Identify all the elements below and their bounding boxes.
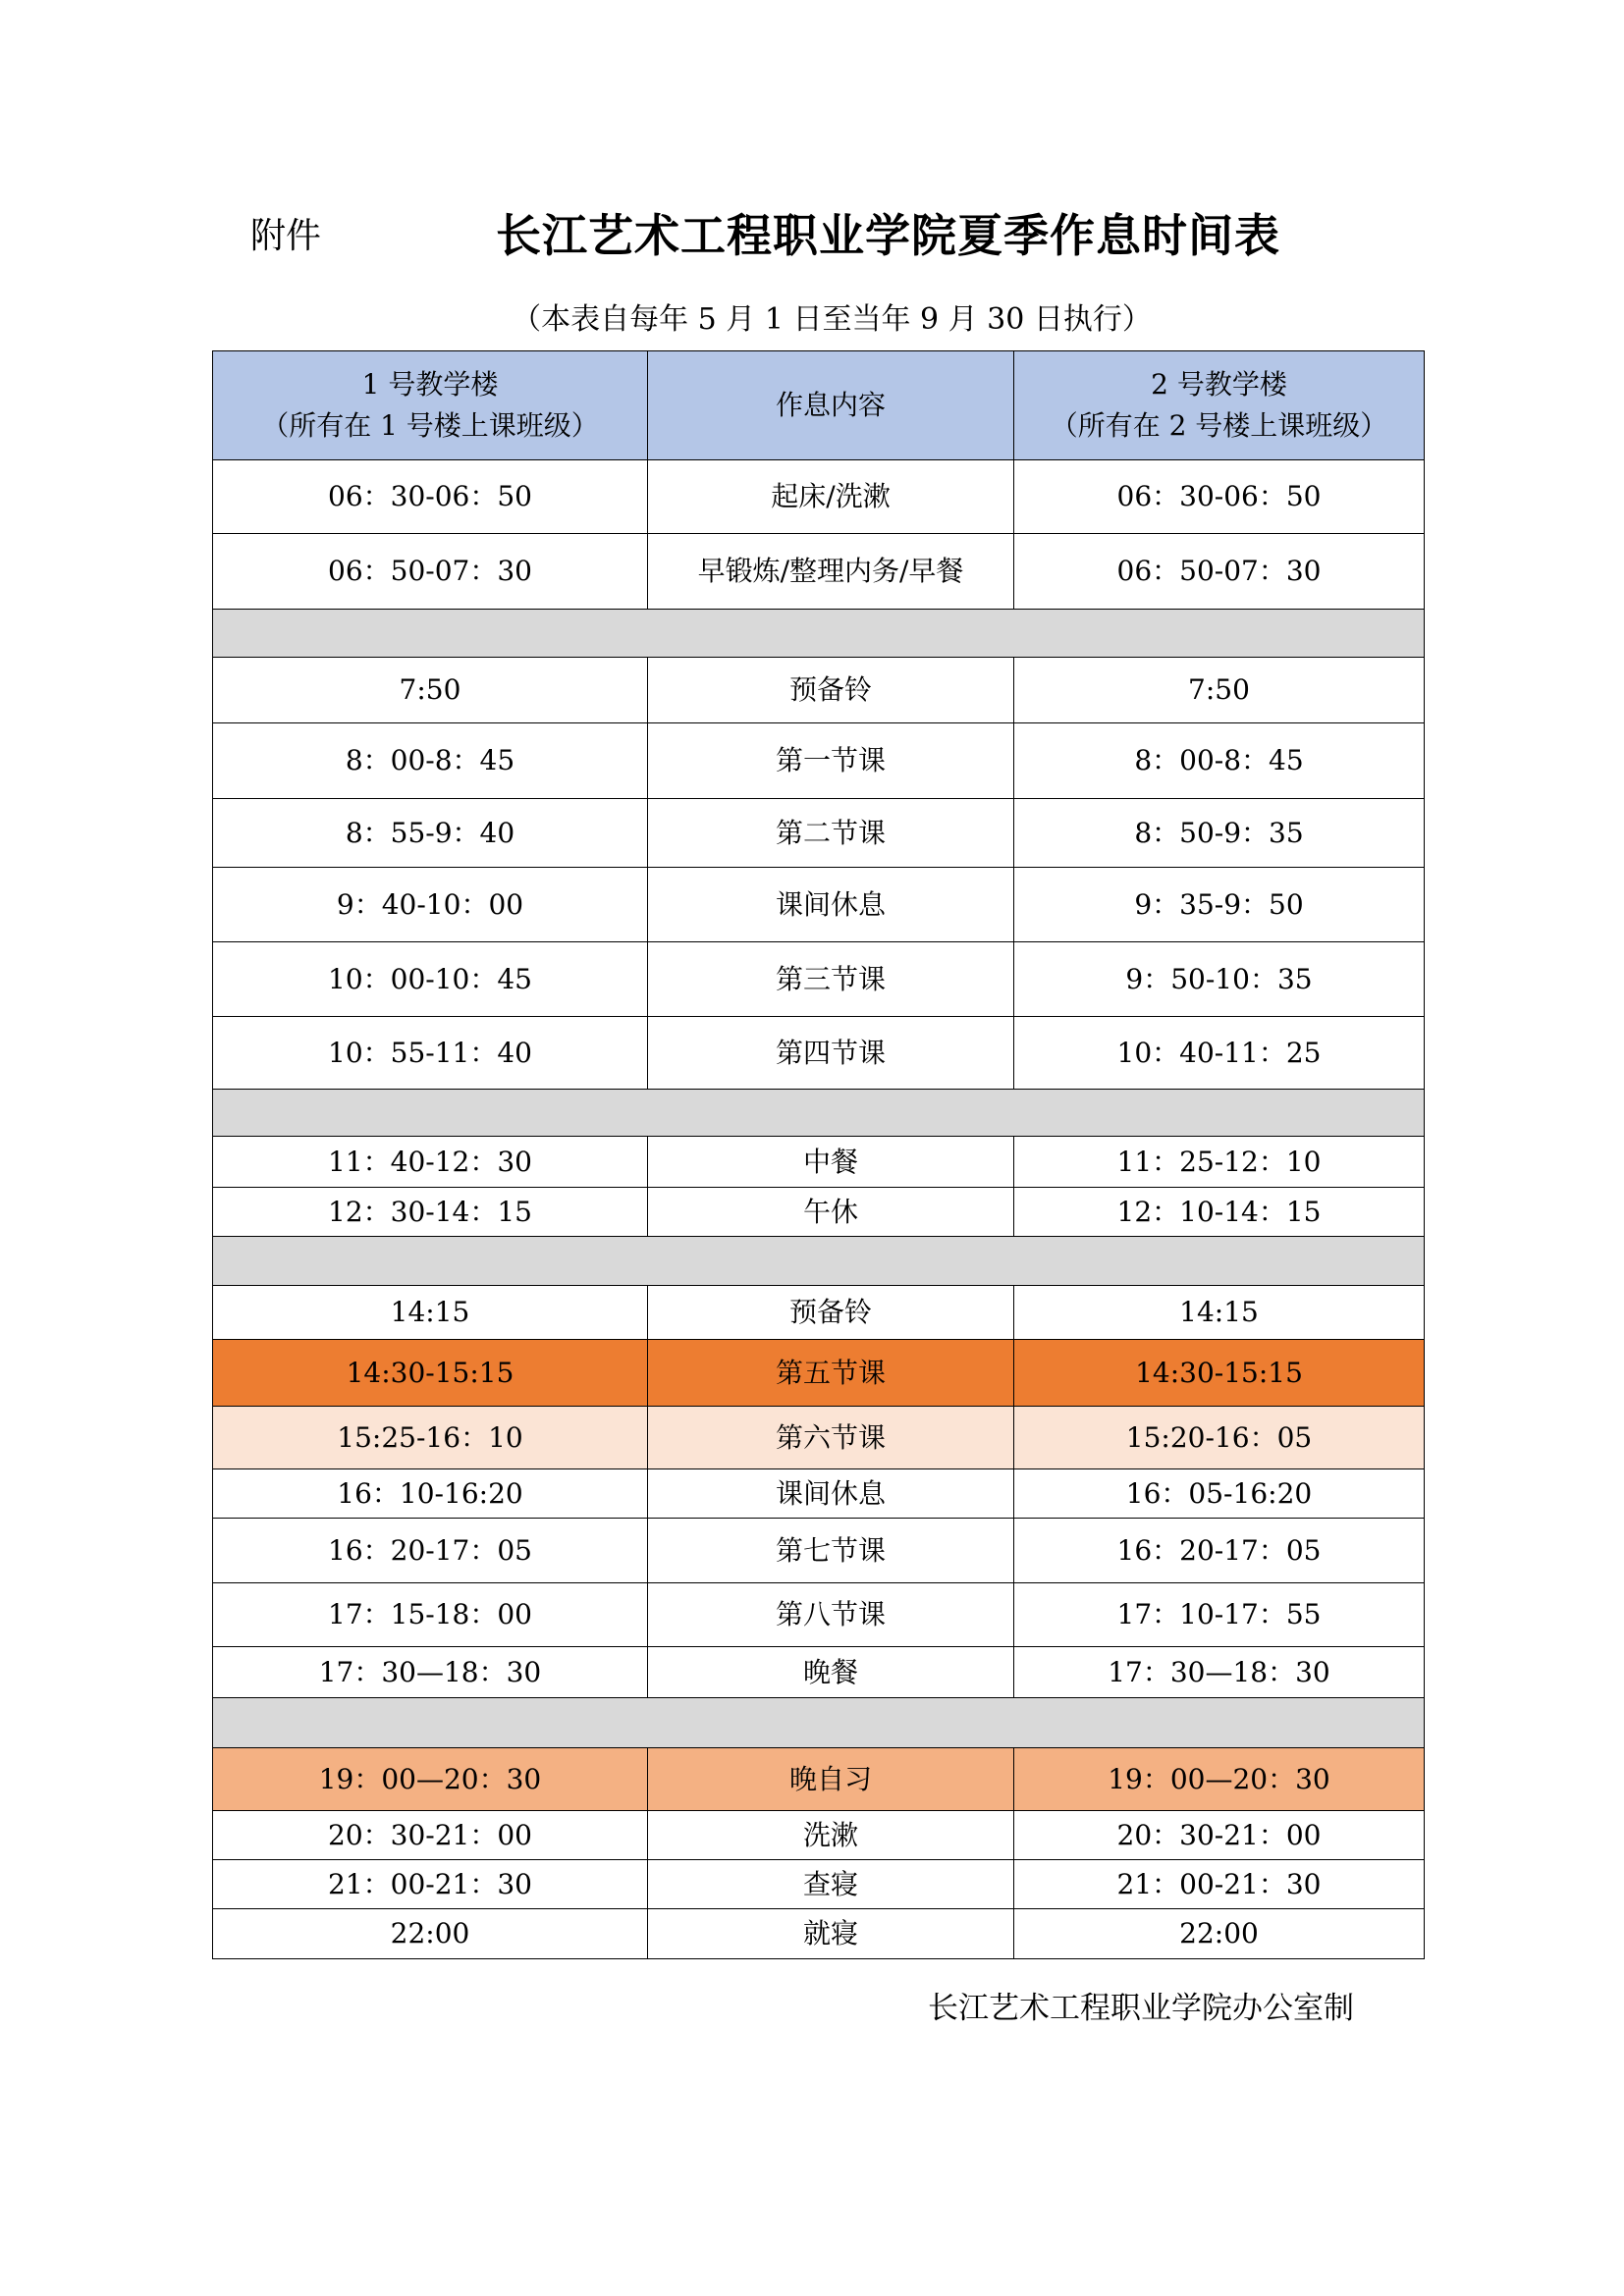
column-header-activity-name: 作息内容 <box>775 389 886 421</box>
building-1-time: 16：10-16:20 <box>213 1469 648 1519</box>
activity: 查寝 <box>648 1860 1014 1909</box>
building-2-time: 06：50-07：30 <box>1014 534 1425 610</box>
table-row <box>213 1811 1425 1860</box>
activity: 洗漱 <box>648 1811 1014 1860</box>
table-row <box>213 1909 1425 1959</box>
building-1-time: 20：30-21：00 <box>213 1811 648 1860</box>
building-2-time: 19：00—20：30 <box>1014 1748 1425 1811</box>
column-header-building-1-note: （所有在 1 号楼上课班级） <box>261 409 599 442</box>
column-header-building-2 <box>1014 351 1425 460</box>
separator-cell <box>213 610 1425 658</box>
building-1-time: 8：00-8：45 <box>213 723 648 799</box>
building-2-time: 17：10-17：55 <box>1014 1583 1425 1647</box>
table-row <box>213 868 1425 942</box>
activity: 晚餐 <box>648 1647 1014 1698</box>
activity: 第六节课 <box>648 1407 1014 1469</box>
building-2-time: 8：00-8：45 <box>1014 723 1425 799</box>
issuer-footer: 长江艺术工程职业学院办公室制 <box>928 1991 1354 2026</box>
building-2-time: 22:00 <box>1014 1909 1425 1959</box>
building-2-time: 9：35-9：50 <box>1014 868 1425 942</box>
table-row <box>213 1340 1425 1407</box>
table-row <box>213 799 1425 868</box>
separator-cell <box>213 1698 1425 1748</box>
building-1-time: 06：50-07：30 <box>213 534 648 610</box>
column-header-building-1-name: 1 号教学楼 <box>361 368 499 400</box>
schedule-table <box>212 350 1425 1959</box>
building-1-time: 14:15 <box>213 1286 648 1340</box>
table-row <box>213 1188 1425 1237</box>
building-1-time: 17：15-18：00 <box>213 1583 648 1647</box>
building-2-time: 15:20-16：05 <box>1014 1407 1425 1469</box>
separator-row <box>213 1698 1425 1748</box>
column-header-building-2-name: 2 号教学楼 <box>1151 368 1287 400</box>
table-row <box>213 1647 1425 1698</box>
table-row <box>213 460 1425 534</box>
page-subtitle: （本表自每年 5 月 1 日至当年 9 月 30 日执行） <box>512 302 1152 337</box>
activity: 课间休息 <box>648 1469 1014 1519</box>
table-row <box>213 1407 1425 1469</box>
separator-row <box>213 610 1425 658</box>
table-row <box>213 1286 1425 1340</box>
building-1-time: 8：55-9：40 <box>213 799 648 868</box>
building-1-time: 17：30—18：30 <box>213 1647 648 1698</box>
building-1-time: 9：40-10：00 <box>213 868 648 942</box>
activity: 第一节课 <box>648 723 1014 799</box>
activity: 第七节课 <box>648 1519 1014 1583</box>
building-1-time: 10：00-10：45 <box>213 942 648 1017</box>
building-2-time: 12：10-14：15 <box>1014 1188 1425 1237</box>
table-row <box>213 723 1425 799</box>
building-2-time: 06：30-06：50 <box>1014 460 1425 534</box>
table-row <box>213 942 1425 1017</box>
separator-row <box>213 1090 1425 1137</box>
table-header-row <box>213 351 1425 460</box>
building-1-time: 16：20-17：05 <box>213 1519 648 1583</box>
activity: 晚自习 <box>648 1748 1014 1811</box>
building-1-time: 19：00—20：30 <box>213 1748 648 1811</box>
activity: 中餐 <box>648 1137 1014 1188</box>
building-2-time: 7:50 <box>1014 658 1425 723</box>
table-row <box>213 1519 1425 1583</box>
activity: 课间休息 <box>648 868 1014 942</box>
building-1-time: 10：55-11：40 <box>213 1017 648 1090</box>
building-2-time: 10：40-11：25 <box>1014 1017 1425 1090</box>
building-2-time: 14:15 <box>1014 1286 1425 1340</box>
column-header-building-2-note: （所有在 2 号楼上课班级） <box>1050 409 1388 442</box>
table-row <box>213 658 1425 723</box>
building-2-time: 8：50-9：35 <box>1014 799 1425 868</box>
activity: 第三节课 <box>648 942 1014 1017</box>
building-2-time: 9：50-10：35 <box>1014 942 1425 1017</box>
activity: 早锻炼/整理内务/早餐 <box>648 534 1014 610</box>
building-1-time: 15:25-16：10 <box>213 1407 648 1469</box>
activity: 午休 <box>648 1188 1014 1237</box>
table-row <box>213 1469 1425 1519</box>
building-1-time: 06：30-06：50 <box>213 460 648 534</box>
building-2-time: 16：05-16:20 <box>1014 1469 1425 1519</box>
building-1-time: 14:30-15:15 <box>213 1340 648 1407</box>
building-2-time: 11：25-12：10 <box>1014 1137 1425 1188</box>
activity: 就寝 <box>648 1909 1014 1959</box>
building-2-time: 21：00-21：30 <box>1014 1860 1425 1909</box>
building-1-time: 22:00 <box>213 1909 648 1959</box>
table-row <box>213 1583 1425 1647</box>
table-row <box>213 1860 1425 1909</box>
building-1-time: 11：40-12：30 <box>213 1137 648 1188</box>
building-1-time: 12：30-14：15 <box>213 1188 648 1237</box>
activity: 第五节课 <box>648 1340 1014 1407</box>
activity: 第四节课 <box>648 1017 1014 1090</box>
table-row <box>213 1137 1425 1188</box>
column-header-building-1 <box>213 351 648 460</box>
activity: 预备铃 <box>648 1286 1014 1340</box>
building-2-time: 14:30-15:15 <box>1014 1340 1425 1407</box>
page-title: 长江艺术工程职业学院夏季作息时间表 <box>496 209 1280 262</box>
activity: 起床/洗漱 <box>648 460 1014 534</box>
building-1-time: 21：00-21：30 <box>213 1860 648 1909</box>
activity: 第二节课 <box>648 799 1014 868</box>
attachment-label: 附件 <box>250 216 322 256</box>
activity: 预备铃 <box>648 658 1014 723</box>
separator-row <box>213 1237 1425 1286</box>
separator-cell <box>213 1090 1425 1137</box>
building-1-time: 7:50 <box>213 658 648 723</box>
building-2-time: 16：20-17：05 <box>1014 1519 1425 1583</box>
table-row <box>213 1748 1425 1811</box>
table-row <box>213 534 1425 610</box>
building-2-time: 20：30-21：00 <box>1014 1811 1425 1860</box>
table-row <box>213 1017 1425 1090</box>
activity: 第八节课 <box>648 1583 1014 1647</box>
building-2-time: 17：30—18：30 <box>1014 1647 1425 1698</box>
separator-cell <box>213 1237 1425 1286</box>
column-header-activity <box>648 351 1014 460</box>
